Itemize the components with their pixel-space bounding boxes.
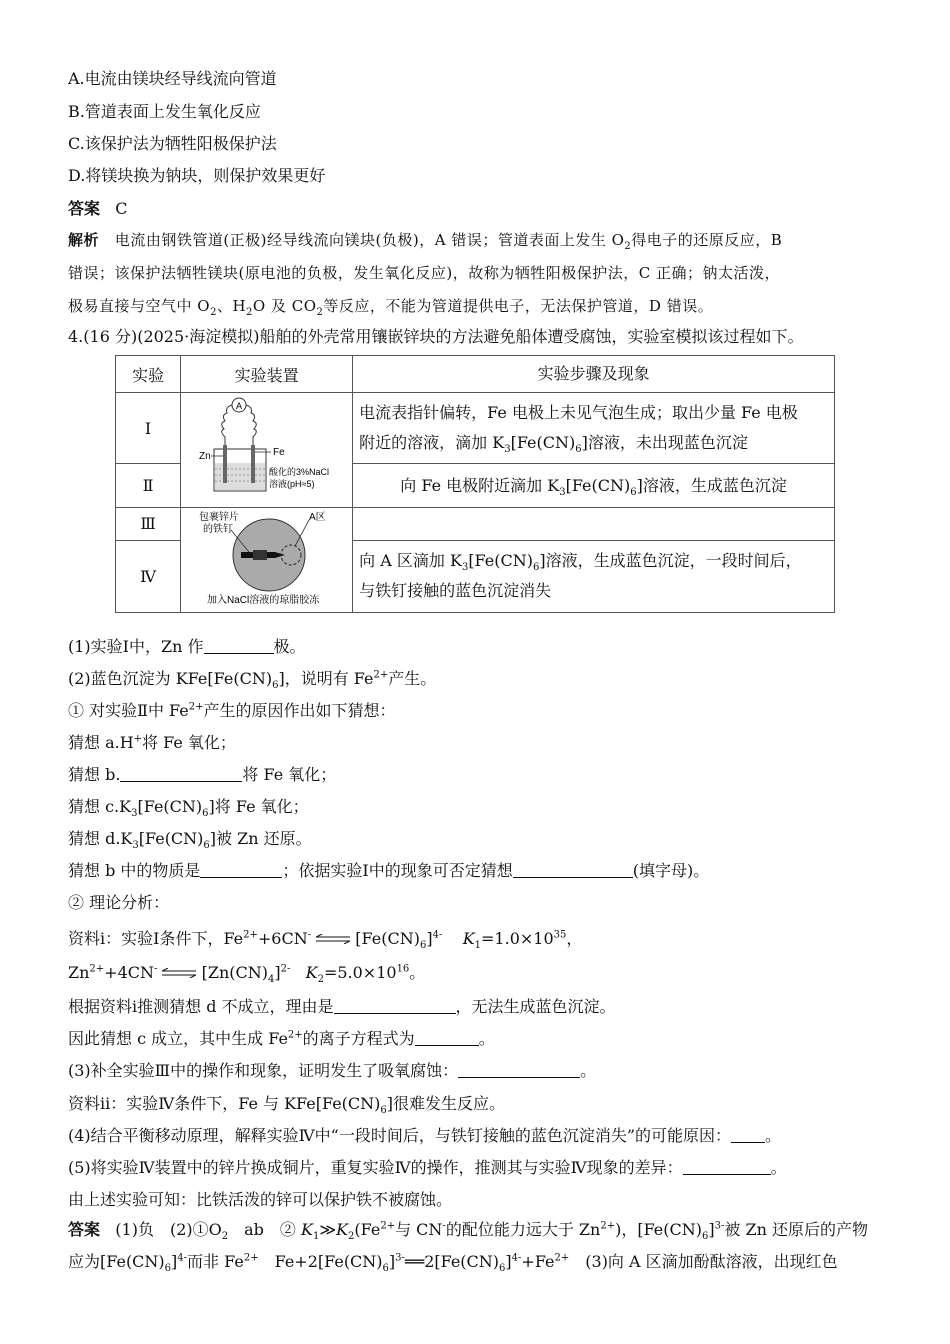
sup-2minus: 2- xyxy=(280,963,291,975)
sub-6: 6 xyxy=(382,1263,389,1275)
sub-6: 6 xyxy=(380,1105,387,1117)
text: ] xyxy=(274,963,281,982)
answer-blank[interactable] xyxy=(415,1029,479,1046)
nail-label-1: 包裹锌片 xyxy=(199,512,240,523)
exp-step xyxy=(353,464,835,508)
sub-1: 1 xyxy=(312,1231,320,1243)
sub-3: 3 xyxy=(131,808,138,820)
exp-step xyxy=(353,393,835,464)
apparatus-1-cell xyxy=(181,393,353,508)
answer-label: 答案 xyxy=(68,1220,101,1239)
text: )，[Fe(CN) xyxy=(615,1220,702,1239)
text: ≫ xyxy=(319,1220,337,1239)
text: 。 xyxy=(478,1029,495,1048)
text: 。 xyxy=(580,1061,597,1080)
sub-2: 2 xyxy=(348,1231,355,1243)
sup-minus: - xyxy=(154,963,158,975)
text: ；依据实验Ⅰ中的现象可否定猜想 xyxy=(282,861,513,880)
sup-2plus: 2+ xyxy=(188,701,204,713)
data-i-line-1 xyxy=(68,928,582,950)
zinc-wrap-icon xyxy=(253,550,267,560)
table-row xyxy=(116,393,835,464)
exp-step-empty xyxy=(353,508,835,541)
text: ab ② xyxy=(228,1220,301,1239)
sub-6: 6 xyxy=(164,1263,172,1275)
step-part: [Fe(CN) xyxy=(468,551,533,571)
analysis-line-2: 错误；该保护法牺牲镁块(原电池的负极，发生氧化反应)，故称为牺牲阳极保护法，C 正确；钠太活泼， xyxy=(68,264,780,282)
agar-dish-diagram xyxy=(181,508,352,608)
answer-3 xyxy=(68,198,128,220)
text: (3)补全实验Ⅲ中的操作和现象，证明发生了吸氧腐蚀： xyxy=(68,1061,459,1080)
answer-blank[interactable] xyxy=(334,997,456,1014)
text: 根据资料ⅰ推测猜想 d 不成立，理由是 xyxy=(68,997,334,1016)
text: 猜想 c.K xyxy=(68,797,132,816)
option-a: A.电流由镁块经导线流向管道 xyxy=(68,69,277,88)
sup-3minus: 3- xyxy=(714,1220,725,1232)
solution-label-2: 溶液(pH≈5) xyxy=(269,479,315,489)
text: +Fe xyxy=(521,1252,555,1271)
text: +6CN xyxy=(257,929,308,948)
equilibrium-arrow-icon xyxy=(162,968,196,978)
exp-id: Ⅳ xyxy=(116,540,181,612)
k-symbol: K xyxy=(300,1220,313,1239)
guess-c-equation xyxy=(68,1028,495,1050)
sub-2: 2 xyxy=(317,974,324,986)
sub-4: 4 xyxy=(267,974,275,986)
theory-heading: ② 理论分析： xyxy=(68,893,170,912)
sup-2plus: 2+ xyxy=(380,1220,396,1232)
sup-2plus: 2+ xyxy=(89,963,105,975)
equilibrium-arrow-icon xyxy=(316,934,350,944)
text: 应为[Fe(CN) xyxy=(68,1252,165,1271)
text: ① 对实验Ⅱ中 Fe xyxy=(68,701,189,720)
fe-label: Fe xyxy=(273,447,285,458)
electrolysis-apparatus-diagram xyxy=(181,393,352,503)
guess-b xyxy=(68,764,336,786)
step-part: ]溶液，生成蓝色沉淀，一段时间后， xyxy=(539,551,802,571)
sub-6: 6 xyxy=(532,562,540,574)
guess-c xyxy=(68,796,309,818)
analysis-text: 极易直接与空气中 O xyxy=(68,297,211,315)
data-ii xyxy=(68,1093,505,1115)
text: +4CN xyxy=(104,963,154,982)
step-part: ]溶液，生成蓝色沉淀 xyxy=(636,475,787,495)
table-header-row xyxy=(116,356,835,393)
text: (5)将实验Ⅳ装置中的锌片换成铜片，重复实验Ⅳ的操作，推测其与实验Ⅳ现象的差异： xyxy=(68,1158,683,1177)
header-cell: 实验步骤及现象 xyxy=(353,356,835,393)
text: 。 xyxy=(409,963,426,982)
step-part: 向 A 区滴加 K xyxy=(359,551,462,571)
text: 的离子方程式为 xyxy=(302,1029,415,1048)
analysis-3 xyxy=(68,224,868,323)
conclusion: 由上述实验可知：比铁活泼的锌可以保护铁不被腐蚀。 xyxy=(68,1190,453,1209)
guess-question xyxy=(68,860,709,882)
analysis-line-1 xyxy=(68,224,868,257)
sup-4minus: 4- xyxy=(432,929,443,941)
text: 猜想 a.H xyxy=(68,733,134,752)
text: 产生。 xyxy=(388,669,437,688)
zn-electrode xyxy=(223,445,227,483)
sup-2plus: 2+ xyxy=(600,1220,616,1232)
text: [Fe(CN) xyxy=(355,929,420,948)
text: 。 xyxy=(770,1158,787,1177)
text: ] xyxy=(171,1252,178,1271)
sub-3: 3 xyxy=(504,444,511,456)
sup-4minus: 4- xyxy=(511,1252,522,1264)
step-text: 与铁钉接触的蓝色沉淀消失 xyxy=(359,581,552,601)
q4-1 xyxy=(68,636,306,658)
answer-line-2 xyxy=(68,1246,883,1278)
solution xyxy=(215,463,265,490)
text: (Fe xyxy=(354,1220,381,1239)
sup-2plus: 2+ xyxy=(287,1029,303,1041)
answer-blank[interactable] xyxy=(458,1061,580,1078)
sub-6: 6 xyxy=(272,680,279,692)
answer-blank[interactable] xyxy=(731,1126,765,1143)
text: 而非 Fe xyxy=(187,1252,244,1271)
experiment-table xyxy=(115,355,835,613)
q4-intro: 4.(16 分)(2025·海淀模拟)船舶的外壳常用镶嵌锌块的方法避免船体遭受腐蚀，实验室模拟该过程如下。 xyxy=(68,327,804,346)
text: ]，说明有 Fe xyxy=(278,669,374,688)
text: =1.0×10 xyxy=(481,929,554,948)
step-text xyxy=(359,546,828,576)
text: (1)实验Ⅰ中，Zn 作 xyxy=(68,637,204,656)
sup-plus: + xyxy=(133,733,143,745)
zone-a-label: A区 xyxy=(309,512,326,523)
sub-6: 6 xyxy=(203,840,210,852)
text: 产生的原因作出如下猜想： xyxy=(203,701,396,720)
answer-4 xyxy=(68,1214,883,1278)
analysis-text: 等反应，不能为管道提供电子，无法保护管道，D 错误。 xyxy=(323,297,714,315)
sup-2plus: 2+ xyxy=(554,1252,570,1264)
text: 将 Fe 氧化； xyxy=(242,765,337,784)
sub-3: 3 xyxy=(132,840,139,852)
text: ] xyxy=(426,929,433,948)
exp-id: Ⅲ xyxy=(116,508,181,541)
text: 极。 xyxy=(273,637,306,656)
text: ]很难发生反应。 xyxy=(386,1094,506,1113)
data-i-line-2 xyxy=(68,962,425,984)
sup-2plus: 2+ xyxy=(243,929,258,941)
k-symbol: K xyxy=(336,1220,349,1239)
agar-label: 加入NaCl溶液的琼脂胶冻 xyxy=(207,595,320,606)
text: 被 Zn 还原后的产物 xyxy=(724,1220,868,1239)
sub-6: 6 xyxy=(419,940,427,952)
wire-right xyxy=(246,405,256,451)
text: Fe+2[Fe(CN) xyxy=(258,1252,383,1271)
text: (4)结合平衡移动原理，解释实验Ⅳ中“一段时间后，与铁钉接触的蓝色沉淀消失”的可能原因： xyxy=(68,1126,732,1145)
answer-blank[interactable] xyxy=(200,861,282,878)
text: (3)向 A 区滴加酚酞溶液，出现红色 xyxy=(569,1252,838,1271)
text: ， xyxy=(566,929,583,948)
answer-value: C xyxy=(115,199,128,218)
sup-3minus: 3- xyxy=(395,1252,405,1264)
nail-label-2: 的铁钉 xyxy=(203,524,234,535)
step-part: 附近的溶液，滴加 K xyxy=(359,433,505,453)
sub-6: 6 xyxy=(702,1231,709,1243)
text: ] xyxy=(505,1252,512,1271)
sub-6: 6 xyxy=(499,1263,506,1275)
guess-d xyxy=(68,828,312,850)
text: (1)负 (2)①O xyxy=(115,1220,222,1239)
exp-id: Ⅰ xyxy=(116,393,181,464)
step-part: 向 Fe 电极附近滴加 K xyxy=(400,475,560,495)
sup-minus: - xyxy=(307,929,312,941)
analysis-text: O 及 CO xyxy=(252,297,317,315)
sub-6: 6 xyxy=(202,808,209,820)
header-cell: 实验 xyxy=(116,356,181,393)
step-part: [Fe(CN) xyxy=(565,475,631,495)
text: 因此猜想 c 成立，其中生成 Fe xyxy=(68,1029,288,1048)
text: 将 Fe 氧化； xyxy=(142,733,236,752)
solution-label-1: 酸化的3%NaCl xyxy=(269,467,330,477)
step-part: [Fe(CN) xyxy=(510,433,576,453)
answer-blank[interactable] xyxy=(513,861,633,878)
option-b: B.管道表面上发生氧化反应 xyxy=(68,102,261,121)
text: =5.0×10 xyxy=(323,963,397,982)
step-part: ]溶液，未出现蓝色沉淀 xyxy=(581,433,748,453)
analysis-line-3 xyxy=(68,290,868,323)
q4-2-1 xyxy=(68,700,396,722)
answer-blank[interactable] xyxy=(683,1158,771,1175)
text: [Fe(CN) xyxy=(138,829,204,848)
q4-3 xyxy=(68,1060,596,1082)
sub-3: 3 xyxy=(461,562,469,574)
text: 资料ⅱ：实验Ⅳ条件下，Fe 与 KFe[Fe(CN) xyxy=(68,1094,381,1113)
apparatus-2-cell xyxy=(181,508,353,613)
answer-blank[interactable] xyxy=(120,765,242,782)
analysis-text: 得电子的还原反应，B xyxy=(631,231,783,249)
analysis-label: 解析 xyxy=(68,231,100,249)
sub-2: 2 xyxy=(624,241,632,252)
sup-minus: - xyxy=(442,1220,446,1232)
ammeter-label: A xyxy=(236,401,243,411)
guess-a xyxy=(68,732,236,754)
text: ] xyxy=(388,1252,396,1271)
sub-2: 2 xyxy=(210,307,217,318)
answer-label: 答案 xyxy=(68,199,101,218)
wire-left xyxy=(222,405,232,451)
answer-blank[interactable] xyxy=(204,637,274,654)
text: 猜想 d.K xyxy=(68,829,133,848)
answer-line-1 xyxy=(68,1214,883,1246)
sup-2plus: 2+ xyxy=(373,669,389,681)
text: (填字母)。 xyxy=(632,861,710,880)
zn-label: Zn xyxy=(199,451,211,462)
sub-2: 2 xyxy=(221,1231,229,1243)
analysis-text: 电流由钢铁管道(正极)经导线流向镁块(负极)，A 错误；管道表面上发生 O xyxy=(114,231,625,249)
sub-1: 1 xyxy=(474,940,482,952)
text: ]将 Fe 氧化； xyxy=(208,797,309,816)
sub-2: 2 xyxy=(316,307,324,318)
sub-2: 2 xyxy=(246,307,253,318)
sup-2plus: 2+ xyxy=(243,1252,259,1264)
fe-electrode xyxy=(251,445,255,483)
guess-d-reason xyxy=(68,996,616,1018)
text: 猜想 b 中的物质是 xyxy=(68,861,201,880)
text: [Fe(CN) xyxy=(137,797,203,816)
header-cell: 实验装置 xyxy=(181,356,353,393)
text: 。 xyxy=(765,1126,782,1145)
q4-5 xyxy=(68,1157,787,1179)
text: [Zn(CN) xyxy=(201,963,268,982)
text: 资料ⅰ：实验Ⅰ条件下，Fe xyxy=(68,929,244,948)
k-symbol: K xyxy=(305,963,318,982)
text: ══2[Fe(CN) xyxy=(404,1252,500,1271)
text: 的配位能力远大于 Zn xyxy=(445,1220,601,1239)
text: ，无法生成蓝色沉淀。 xyxy=(455,997,616,1016)
text: 猜想 b. xyxy=(68,765,121,784)
sup-16: 16 xyxy=(396,963,410,975)
text: ]被 Zn 还原。 xyxy=(209,829,312,848)
text: (2)蓝色沉淀为 KFe[Fe(CN) xyxy=(68,669,273,688)
sub-6: 6 xyxy=(575,444,582,456)
step-text: 电流表指针偏转，Fe 电极上未见气泡生成；取出少量 Fe 电极 xyxy=(359,403,798,423)
analysis-text: 、H xyxy=(216,297,247,315)
sup-35: 35 xyxy=(553,929,567,941)
option-d: D.将镁块换为钠块，则保护效果更好 xyxy=(68,166,326,185)
q4-2 xyxy=(68,668,436,690)
q4-4 xyxy=(68,1125,781,1147)
text: Zn xyxy=(68,963,90,982)
table-row xyxy=(116,508,835,541)
sub-3: 3 xyxy=(559,486,566,498)
k-symbol: K xyxy=(462,929,475,948)
sup-4minus: 4- xyxy=(177,1252,188,1264)
option-c: C.该保护法为牺牲阳极保护法 xyxy=(68,134,277,153)
exp-step xyxy=(353,540,835,612)
step-text xyxy=(359,428,828,458)
sub-6: 6 xyxy=(630,486,637,498)
text: 与 CN xyxy=(395,1220,443,1239)
text: ] xyxy=(708,1220,715,1239)
exp-id: Ⅱ xyxy=(116,464,181,508)
